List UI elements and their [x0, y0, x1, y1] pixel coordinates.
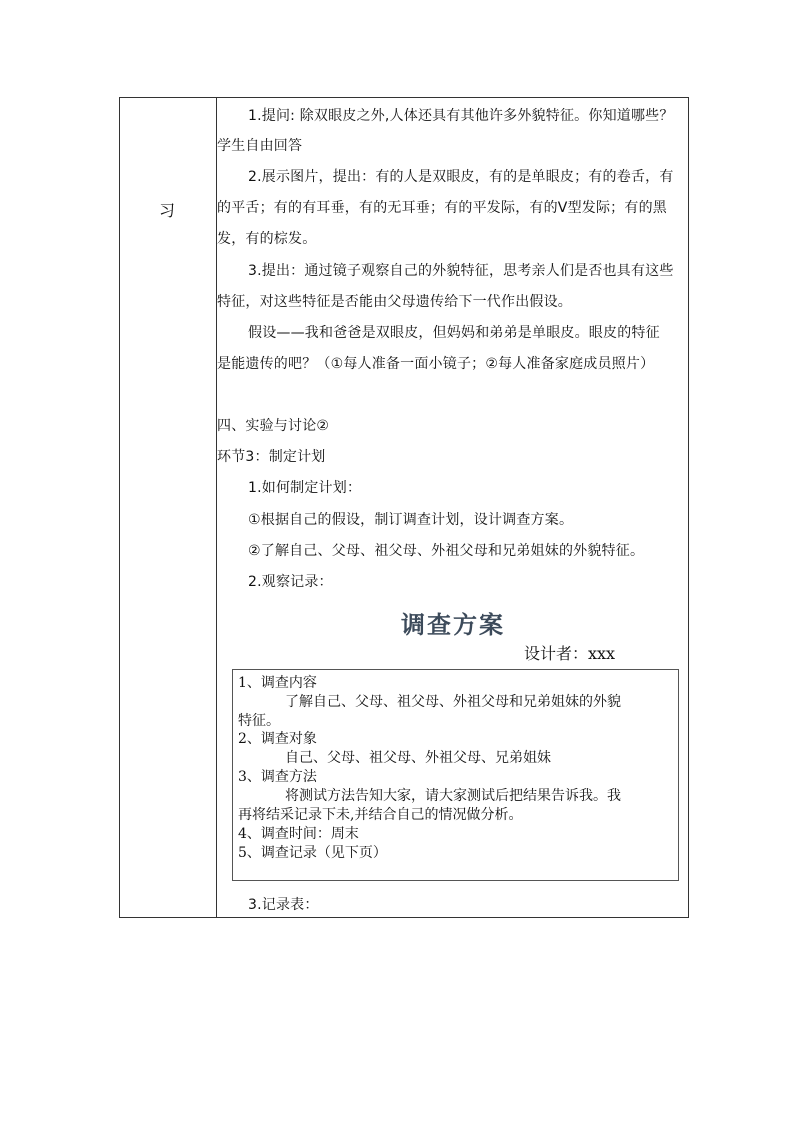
survey-title: 调查方案: [401, 611, 505, 639]
mirror-line: 3.提出：通过镜子观察自己的外貌特征，思考亲人们是否也具有这些: [248, 263, 674, 279]
survey-item: 再将结采记录下未,并结合自己的情况做分析。: [238, 807, 523, 823]
plan-heading: 1.如何制定计划：: [248, 480, 362, 496]
record-table-heading: 3.记录表：: [248, 897, 319, 913]
plan-step-2: ②了解自己、父母、祖父母、外祖父母和兄弟姐妹的外貌特征。: [248, 543, 645, 559]
section-label: 习: [159, 201, 176, 220]
survey-item: 3、调查方法: [238, 769, 317, 785]
question-line: 1.提问: 除双眼皮之外,人体还具有其他许多外貌特征。你知道哪些？: [248, 108, 674, 124]
mirror-line-end: 特征，对这些特征是否能由父母遗传给下一代作出假设。: [217, 294, 572, 310]
section-heading: 四、实验与讨论②: [217, 418, 330, 434]
survey-item: 4、调查时间：周末: [238, 826, 359, 842]
hypothesis-line: 假设——我和爸爸是双眼皮，但妈妈和弟弟是单眼皮。眼皮的特征: [248, 325, 660, 341]
survey-designer: 设计者：xxx: [524, 644, 616, 663]
content-cell: [217, 98, 689, 917]
survey-item: 2、调查对象: [238, 731, 317, 747]
step-heading: 环节3：制定计划: [217, 449, 326, 465]
survey-item: 了解自己、父母、祖父母、外祖父母和兄弟姐妹的外貌: [285, 694, 621, 710]
survey-box: [232, 669, 679, 881]
survey-item: 1、调查内容: [238, 675, 317, 691]
traits-line-end: 发，有的棕发。: [217, 231, 317, 247]
survey-item: 5、调查记录（见下页）: [238, 845, 387, 861]
answer-line: 学生自由回答: [217, 138, 303, 154]
hypothesis-line-end: 是能遗传的吧？（①每人准备一面小镜子；②每人准备家庭成员照片）: [217, 356, 655, 372]
survey-item: 特征。: [238, 713, 280, 729]
observation-heading: 2.观察记录：: [248, 574, 333, 590]
survey-item: 将测试方法告知大家，请大家测试后把结果告诉我。我: [285, 788, 621, 804]
plan-step-1: ①根据自己的假设，制订调查计划，设计调查方案。: [248, 512, 574, 528]
traits-line: 的平舌；有的有耳垂，有的无耳垂；有的平发际，有的V型发际；有的黑: [217, 200, 667, 216]
lesson-table: [119, 97, 689, 918]
show-pictures-line: 2.展示图片，提出：有的人是双眼皮，有的是单眼皮；有的卷舌，有: [248, 169, 674, 185]
survey-item: 自己、父母、祖父母、外祖父母、兄弟姐妹: [285, 750, 551, 766]
